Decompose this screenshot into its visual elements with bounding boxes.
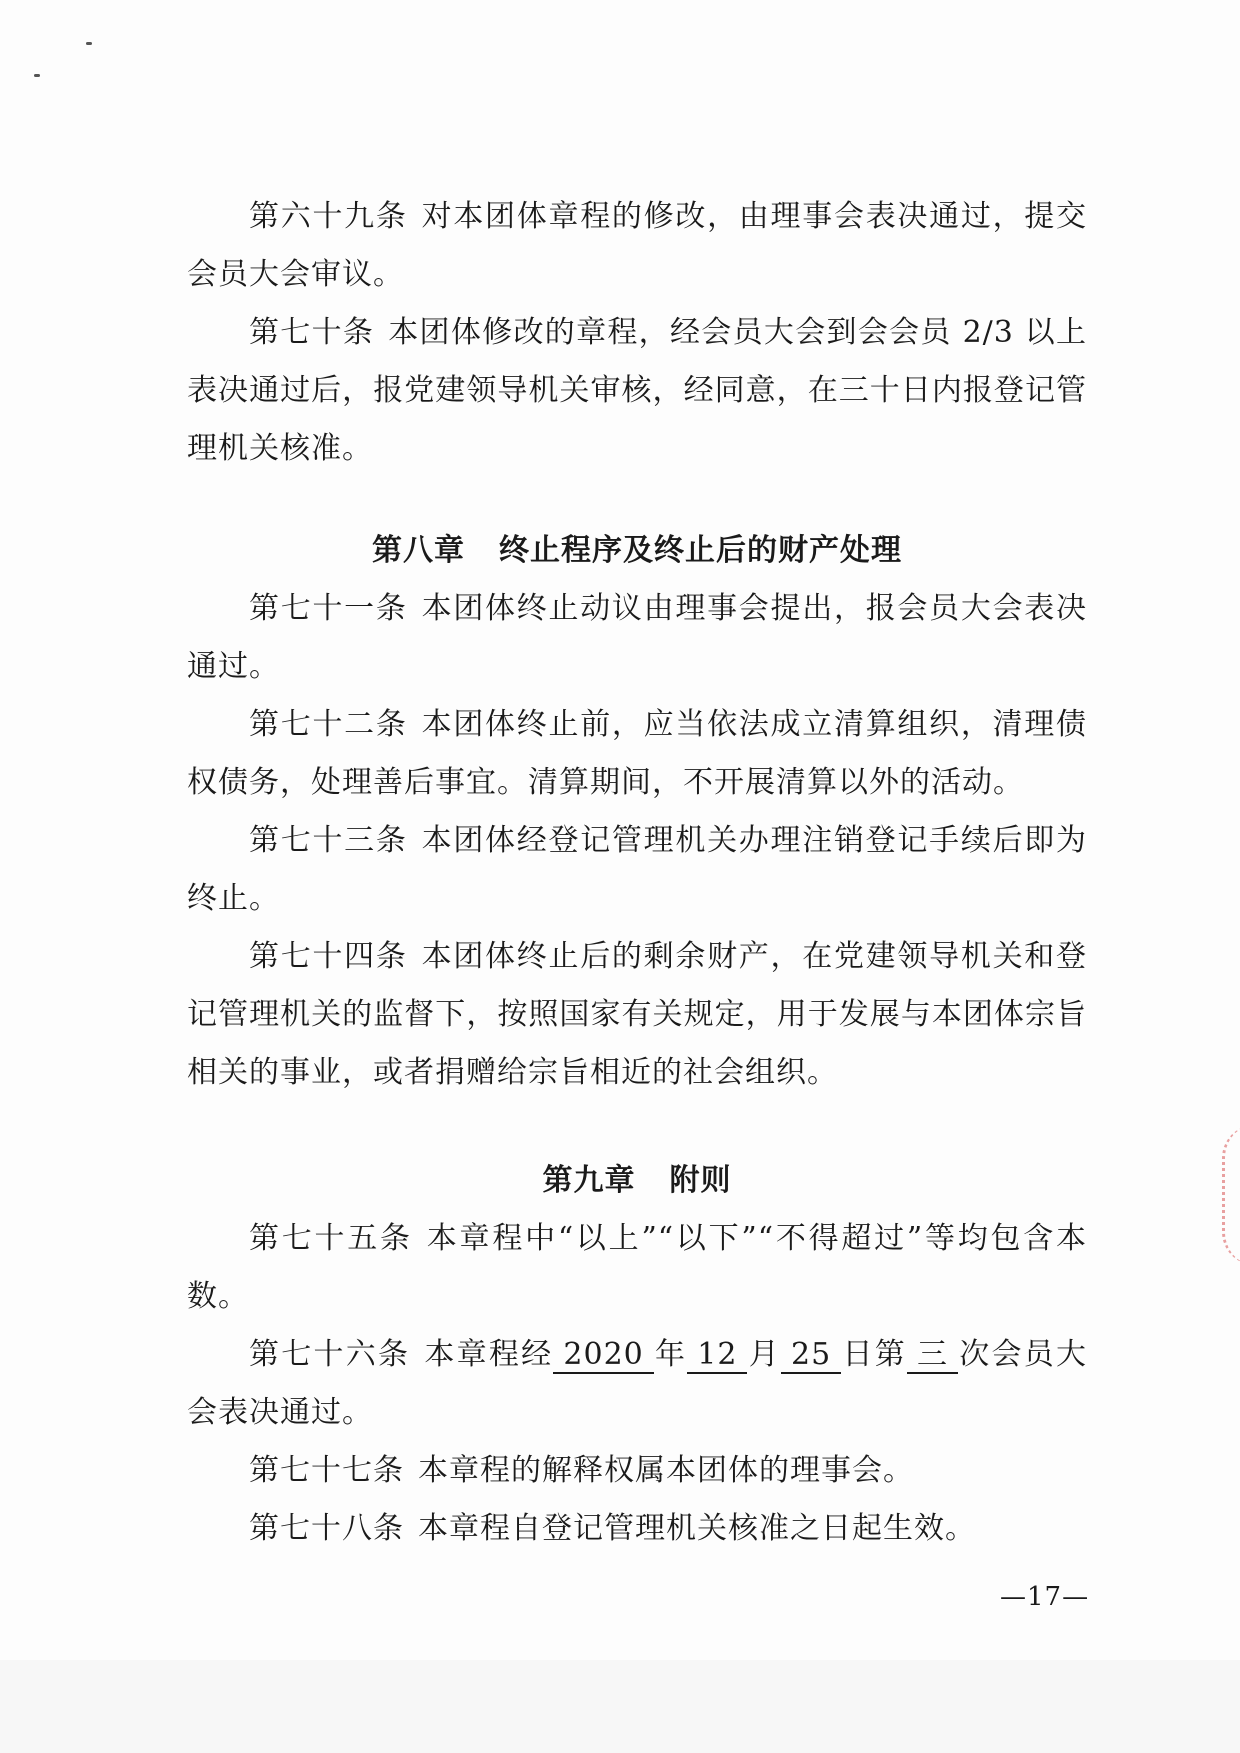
article-number: 第七十四条 (249, 939, 408, 974)
article-text: 对本团体章程的修改，由理事会表决通过，提交会员大会审议。 (187, 199, 1088, 292)
article-text: 本团体终止前，应当依法成立清算组织，清理债权债务，处理善后事宜。清算期间，不开展清算以外的活动。 (187, 707, 1088, 800)
article-text: 本团体终止后的剩余财产，在党建领导机关和登记管理机关的监督下，按照国家有关规定，用于发展与本团体宗旨相关的事业，或者捐赠给宗旨相近的社会组织。 (187, 939, 1088, 1090)
adoption-day: 25 (781, 1338, 841, 1374)
chapter-heading-9 (187, 1152, 1087, 1210)
article-text: 本章程的解释权属本团体的理事会。 (418, 1453, 914, 1488)
seal-fragment (1222, 1125, 1240, 1265)
adoption-month: 12 (687, 1338, 747, 1374)
article-76 (187, 1326, 1087, 1442)
article-number: 第七十六条 (249, 1337, 411, 1372)
article-text: 本团体终止动议由理事会提出，报会员大会表决通过。 (187, 591, 1088, 684)
document-body (187, 188, 1087, 1558)
chapter-title: 附则 (669, 1163, 732, 1198)
article-number: 第七十八条 (249, 1511, 404, 1546)
article-number: 第七十条 (249, 315, 375, 350)
article-74 (187, 928, 1087, 1102)
article-text: 本团体修改的章程，经会员大会到会会员 2/3 以上表决通过后，报党建领导机关审核，经同意，在三十日内报登记管理机关核准。 (187, 315, 1088, 466)
article-number: 第六十九条 (249, 199, 408, 234)
article-69 (187, 188, 1087, 304)
article-71 (187, 580, 1087, 696)
chapter-number: 第九章 (542, 1163, 636, 1198)
scan-speck (34, 74, 40, 77)
article-text: 本章程中“以上”“以下”“不得超过”等均包含本数。 (187, 1221, 1087, 1314)
article-text-prefix: 本章程经 (424, 1337, 554, 1372)
scan-bottom-margin (0, 1660, 1240, 1753)
session-number: 三 (907, 1338, 958, 1374)
chapter-heading-8 (187, 522, 1087, 580)
scan-speck (86, 42, 92, 45)
chapter-title: 终止程序及终止后的财产处理 (499, 533, 902, 568)
article-text: 本章程自登记管理机关核准之日起生效。 (418, 1511, 976, 1546)
article-number: 第七十七条 (249, 1453, 404, 1488)
month-suffix: 月 (747, 1337, 781, 1372)
article-78 (187, 1500, 1087, 1558)
article-number: 第七十三条 (249, 823, 408, 858)
article-73 (187, 812, 1087, 928)
chapter-number: 第八章 (372, 533, 465, 568)
adoption-year: 2020 (553, 1338, 653, 1374)
article-72 (187, 696, 1087, 812)
article-number: 第七十五条 (249, 1221, 413, 1256)
article-75 (187, 1210, 1087, 1326)
article-number: 第七十二条 (249, 707, 408, 742)
page-number: —17— (1000, 1582, 1090, 1612)
day-suffix: 日第 (841, 1337, 907, 1372)
article-77 (187, 1442, 1087, 1500)
article-text-suffix: 次会员大会表决通过。 (187, 1337, 1088, 1430)
year-suffix: 年 (653, 1337, 688, 1372)
article-70 (187, 304, 1087, 478)
article-text: 本团体经登记管理机关办理注销登记手续后即为终止。 (187, 823, 1088, 916)
article-number: 第七十一条 (249, 591, 408, 626)
